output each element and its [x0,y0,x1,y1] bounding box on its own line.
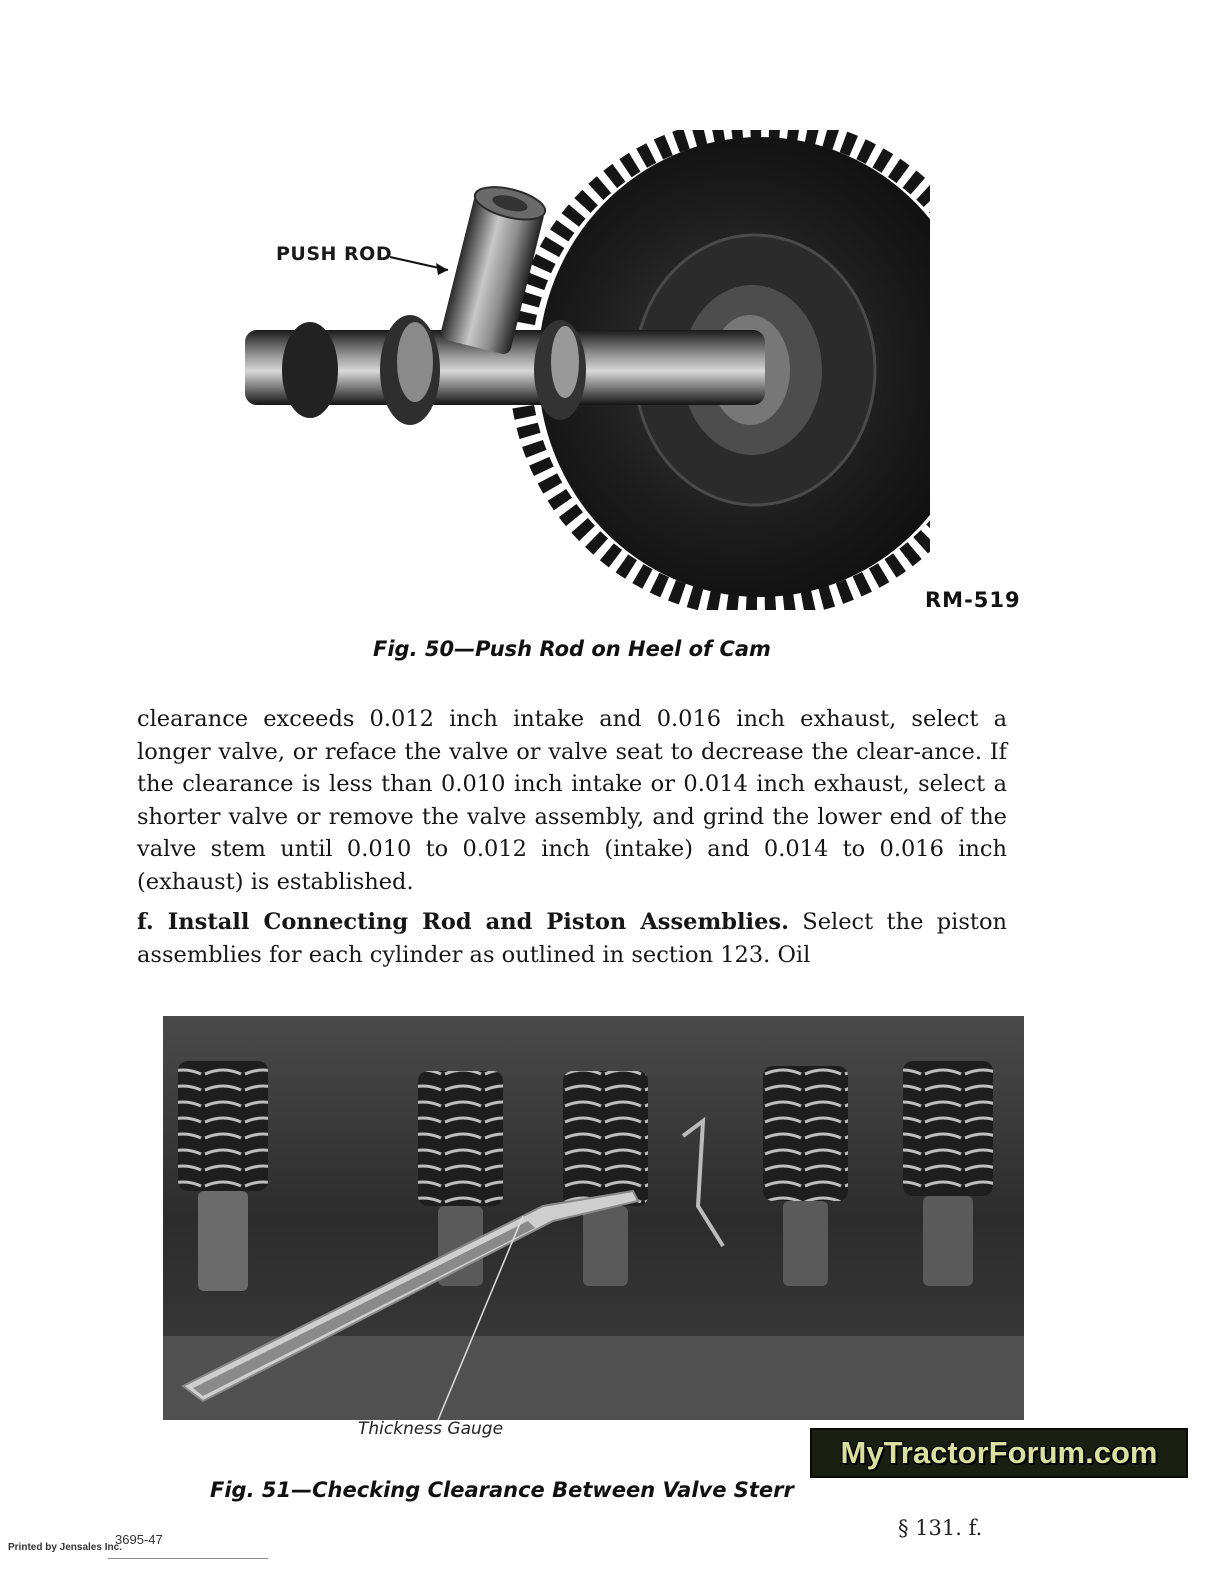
section-f-text: Select the piston assemblies for each cylinder as outlined in section 123. Oil [137,909,1007,968]
section-f-heading: f. Install Connecting Rod and Piston Assemblies. [137,909,789,935]
figure-50-camshaft-image [230,130,930,610]
body-paragraph-2 [137,906,1007,971]
push-rod-label: PUSH ROD [276,243,393,265]
figure-51-caption: Fig. 51—Checking Clearance Between Valve Sterr [210,1478,794,1502]
body-paragraph-1: clearance exceeds 0.012 inch intake and 0.016 inch exhaust, select a longer valve, or reface the valve or valve seat to decrease the clear-ance. If the clearance is less than 0.010 inch intake or 0.014 inch exhaust, select a shorter valve or remove the valve assembly, and grind the lower end of the valve stem until 0.010 to 0.012 inch (intake) and 0.014 to 0.016 inch (exhaust) is established. [137,706,1007,895]
footer-rule [108,1558,268,1559]
watermark-text: MyTractorForum.com [840,1435,1158,1470]
printed-by-text: Printed by Jensales Inc. [8,1542,122,1553]
print-number: 3695-47 [115,1532,163,1547]
figure-50-caption: Fig. 50—Push Rod on Heel of Cam [373,637,771,661]
watermark-logo [810,1428,1188,1478]
thickness-gauge-label: Thickness Gauge [358,1419,504,1439]
figure-code: RM-519 [925,588,1021,612]
figure-51-valve-clearance-image [163,1016,1024,1420]
section-reference: § 131. f. [898,1516,983,1540]
